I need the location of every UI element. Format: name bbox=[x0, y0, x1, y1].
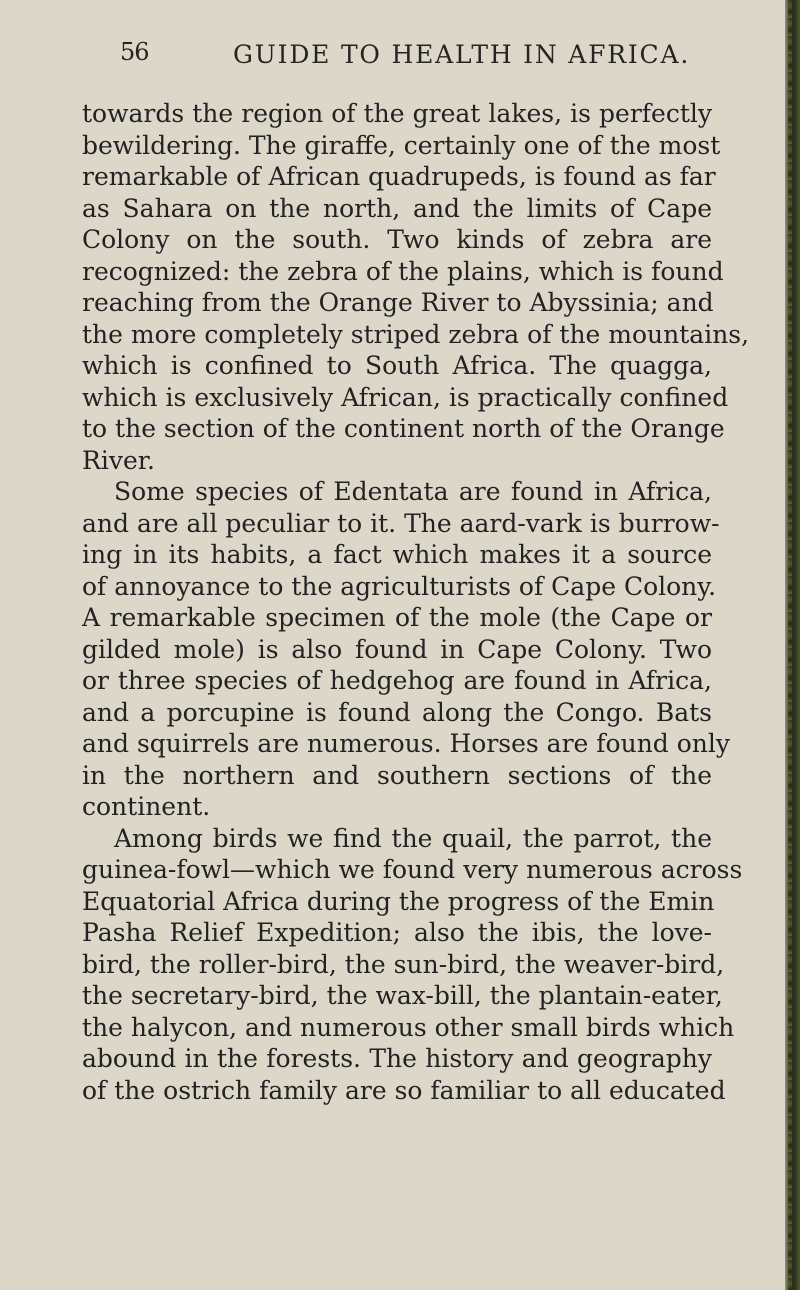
text-line: and squirrels are numerous. Horses are found only bbox=[82, 729, 731, 758]
text-line: Among birds we find the quail, the parrot, the bbox=[114, 823, 712, 853]
text-line: the more completely striped zebra of the mountains, bbox=[82, 319, 750, 349]
text-line: Some species of Edentata are found in Africa, bbox=[114, 477, 712, 506]
paragraph-3 bbox=[82, 823, 743, 1107]
text-line: towards the region of the great lakes, is perfectly bbox=[82, 99, 712, 128]
binding-texture bbox=[788, 0, 792, 1290]
text-line: remarkable of African quadrupeds, is found as far bbox=[82, 162, 716, 191]
text-line: and a porcupine is found along the Congo. Bats bbox=[82, 697, 712, 727]
book-spine-edge bbox=[785, 0, 800, 1290]
text-line: River. bbox=[82, 445, 155, 475]
text-line: Colony on the south. Two kinds of zebra are bbox=[82, 225, 712, 254]
text-line: A remarkable specimen of the mole (the Cape or bbox=[82, 603, 712, 632]
text-line: Equatorial Africa during the progress of the Emin bbox=[82, 886, 715, 916]
text-line: guinea-fowl—which we found very numerous across bbox=[82, 855, 743, 884]
text-line: of the ostrich family are so familiar to all educated bbox=[82, 1075, 726, 1105]
paragraph-2 bbox=[82, 476, 731, 823]
page-header bbox=[0, 38, 785, 78]
text-line: which is exclusively African, is practically confined bbox=[82, 382, 729, 412]
text-line: recognized: the zebra of the plains, which is found bbox=[82, 256, 724, 286]
text-line: in the northern and southern sections of the bbox=[82, 760, 712, 790]
text-line: of annoyance to the agriculturists of Cape Colony. bbox=[82, 571, 717, 601]
paragraph-1 bbox=[82, 98, 750, 476]
text-line: bird, the roller-bird, the sun-bird, the weaver-bird, bbox=[82, 949, 725, 979]
text-line: the halycon, and numerous other small birds which bbox=[82, 1012, 735, 1042]
text-line: to the section of the continent north of the Orange bbox=[82, 414, 725, 443]
text-line: gilded mole) is also found in Cape Colony. Two bbox=[82, 634, 712, 664]
text-line: Pasha Relief Expedition; also the ibis, the love- bbox=[82, 918, 712, 947]
text-line: abound in the forests. The history and geography bbox=[82, 1044, 712, 1073]
text-line: as Sahara on the north, and the limits of Cape bbox=[82, 193, 712, 223]
text-line: bewildering. The giraffe, certainly one of the most bbox=[82, 130, 721, 160]
page-number: 56 bbox=[120, 38, 149, 66]
text-line: continent. bbox=[82, 792, 211, 821]
text-line: ing in its habits, a fact which makes it a source bbox=[82, 540, 712, 569]
text-line: and are all peculiar to it. The aard-vark is burrow- bbox=[82, 508, 720, 538]
text-line: the secretary-bird, the wax-bill, the plantain-eater, bbox=[82, 981, 723, 1010]
text-line: which is confined to South Africa. The quagga, bbox=[82, 351, 712, 380]
body-text bbox=[82, 98, 750, 1106]
text-line: reaching from the Orange River to Abyssinia; and bbox=[82, 288, 714, 317]
text-line: or three species of hedgehog are found in Africa, bbox=[82, 666, 712, 695]
running-title: GUIDE TO HEALTH IN AFRICA. bbox=[233, 40, 691, 69]
